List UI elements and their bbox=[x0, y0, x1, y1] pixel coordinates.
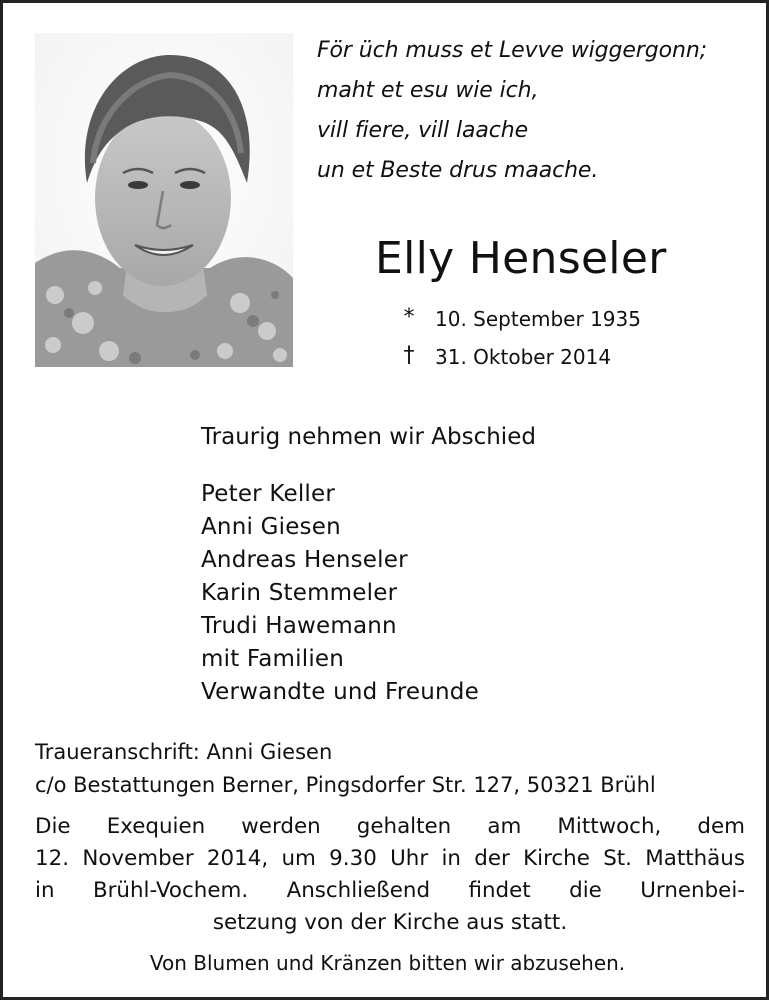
service-line: setzung von der Kirche aus statt. bbox=[212, 910, 568, 935]
poem bbox=[317, 31, 757, 191]
portrait-image bbox=[35, 33, 293, 367]
service-line: 12. November 2014, um 9.30 Uhr in der Kirche St. Matthäus bbox=[35, 846, 745, 871]
death-date: 31. Oktober 2014 bbox=[435, 345, 612, 369]
mourner-name: Trudi Hawemann bbox=[201, 613, 397, 639]
mourner-name: Anni Giesen bbox=[201, 514, 341, 540]
address-line: c/o Bestattungen Berner, Pingsdorfer Str. 127, 50321 Brühl bbox=[35, 773, 656, 797]
service-line: Die Exequien werden gehalten am Mittwoch, dem bbox=[35, 814, 745, 839]
poem-line: maht et esu wie ich, bbox=[317, 78, 539, 103]
mourner-name: Peter Keller bbox=[201, 481, 336, 507]
portrait-photo bbox=[35, 33, 293, 367]
death-cross-icon: † bbox=[403, 343, 415, 368]
deceased-name: Elly Henseler bbox=[375, 233, 667, 284]
service-info bbox=[35, 811, 745, 939]
service-line: in Brühl-Vochem. Anschließend findet die Urnenbei- bbox=[35, 878, 745, 903]
mourning-address bbox=[35, 736, 745, 802]
poem-line: vill fiere, vill laache bbox=[317, 118, 529, 143]
mourners-list bbox=[201, 478, 479, 709]
mourning-intro: Traurig nehmen wir Abschied bbox=[201, 424, 536, 450]
closing-note: Von Blumen und Kränzen bitten wir abzusehen. bbox=[149, 951, 626, 975]
birth-date: 10. September 1935 bbox=[435, 307, 641, 331]
poem-line: un et Beste drus maache. bbox=[317, 158, 599, 183]
mourner-name: mit Familien bbox=[201, 646, 345, 672]
poem-line: För üch muss et Levve wiggergonn; bbox=[317, 38, 707, 63]
birth-star-icon: * bbox=[403, 305, 415, 330]
mourner-name: Verwandte und Freunde bbox=[201, 679, 479, 705]
mourner-name: Karin Stemmeler bbox=[201, 580, 398, 606]
mourner-name: Andreas Henseler bbox=[201, 547, 408, 573]
address-line: Traueranschrift: Anni Giesen bbox=[35, 740, 333, 764]
